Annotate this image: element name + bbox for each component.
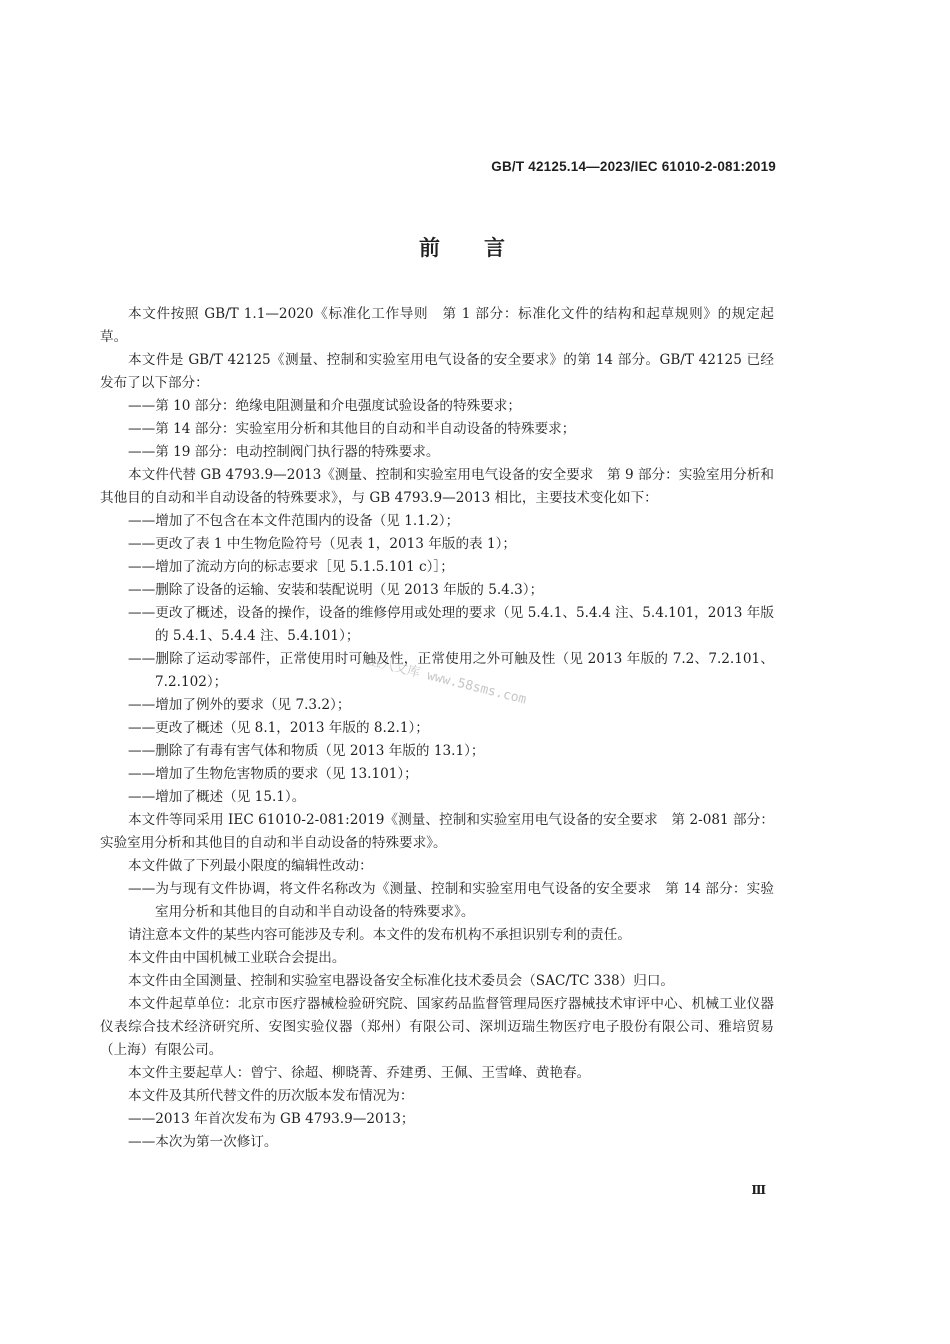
- list-item: ——第 10 部分：绝缘电阻测量和介电强度试验设备的特殊要求；: [128, 398, 521, 414]
- paragraph: 本文件代替 GB 4793.9—2013《测量、控制和实验室用电气设备的安全要求 第 9 部分：实验室用分析和其他目的自动和半自动设备的特殊要求》，与 GB 4793.9—2013 相比，主要技术变化如下：: [100, 467, 774, 506]
- list-item: ——增加了例外的要求（见 7.3.2）；: [128, 697, 351, 713]
- list-item: ——第 19 部分：电动控制阀门执行器的特殊要求。: [128, 444, 440, 460]
- list-item: ——本次为第一次修订。: [128, 1134, 278, 1150]
- list-item: ——增加了流动方向的标志要求［见 5.1.5.101 c）］；: [128, 559, 454, 575]
- list-item: ——更改了表 1 中生物危险符号（见表 1，2013 年版的表 1）；: [128, 536, 517, 552]
- paragraph: 本文件做了下列最小限度的编辑性改动：: [128, 858, 373, 874]
- paragraph: 本文件起草单位：北京市医疗器械检验研究院、国家药品监督管理局医疗器械技术审评中心、机械工业仪器仪表综合技术经济研究所、安图实验仪器（郑州）有限公司、深圳迈瑞生物医疗电子股份有限公司、雅培贸易（上海）有限公司。: [100, 996, 774, 1058]
- list-item: ——删除了运动零部件，正常使用时可触及性，正常使用之外可触及性（见 2013 年版的 7.2、7.2.101、7.2.102）；: [128, 651, 774, 690]
- page-number: Ⅲ: [751, 1183, 766, 1197]
- paragraph: 本文件是 GB/T 42125《测量、控制和实验室用电气设备的安全要求》的第 14 部分。GB/T 42125 已经发布了以下部分：: [100, 352, 774, 391]
- list-item: ——删除了设备的运输、安装和装配说明（见 2013 年版的 5.4.3）；: [128, 582, 544, 598]
- list-item: ——增加了概述（见 15.1）。: [128, 789, 306, 805]
- paragraph: 本文件及其所代替文件的历次版本发布情况为：: [128, 1088, 414, 1104]
- watermark: 五八文库 www.58sms.com: [367, 653, 528, 708]
- list-item: ——2013 年首次发布为 GB 4793.9—2013；: [128, 1111, 415, 1127]
- paragraph: 本文件主要起草人：曾宁、徐超、柳晓菁、乔建勇、王佩、王雪峰、黄艳春。: [128, 1065, 591, 1081]
- list-item: ——为与现有文件协调，将文件名称改为《测量、控制和实验室用电气设备的安全要求 第 14 部分：实验室用分析和其他目的自动和半自动设备的特殊要求》。: [128, 881, 774, 920]
- list-item: ——更改了概述，设备的操作，设备的维修停用或处理的要求（见 5.4.1、5.4.4 注、5.4.101，2013 年版的 5.4.1、5.4.4 注、5.4.101）；: [128, 605, 774, 644]
- list-item: ——第 14 部分：实验室用分析和其他目的自动和半自动设备的特殊要求；: [128, 421, 576, 437]
- paragraph: 本文件由中国机械工业联合会提出。: [128, 950, 346, 966]
- paragraph: 本文件按照 GB/T 1.1—2020《标准化工作导则 第 1 部分：标准化文件的结构和起草规则》的规定起草。: [100, 306, 774, 345]
- list-item: ——更改了概述（见 8.1，2013 年版的 8.2.1）；: [128, 720, 429, 736]
- document-body: [100, 303, 774, 1154]
- list-item: ——增加了不包含在本文件范围内的设备（见 1.1.2）；: [128, 513, 460, 529]
- standard-code-header: GB/T 42125.14—2023/IEC 61010-2-081:2019: [491, 159, 776, 174]
- page-title: 前言: [419, 236, 549, 260]
- paragraph: 请注意本文件的某些内容可能涉及专利。本文件的发布机构不承担识别专利的责任。: [128, 927, 631, 943]
- list-item: ——增加了生物危害物质的要求（见 13.101）；: [128, 766, 418, 782]
- paragraph: 本文件由全国测量、控制和实验室电器设备安全标准化技术委员会（SAC/TC 338）归口。: [128, 973, 675, 989]
- list-item: ——删除了有毒有害气体和物质（见 2013 年版的 13.1）；: [128, 743, 485, 759]
- paragraph: 本文件等同采用 IEC 61010-2-081:2019《测量、控制和实验室用电气设备的安全要求 第 2-081 部分：实验室用分析和其他目的自动和半自动设备的特殊要求》。: [100, 812, 774, 851]
